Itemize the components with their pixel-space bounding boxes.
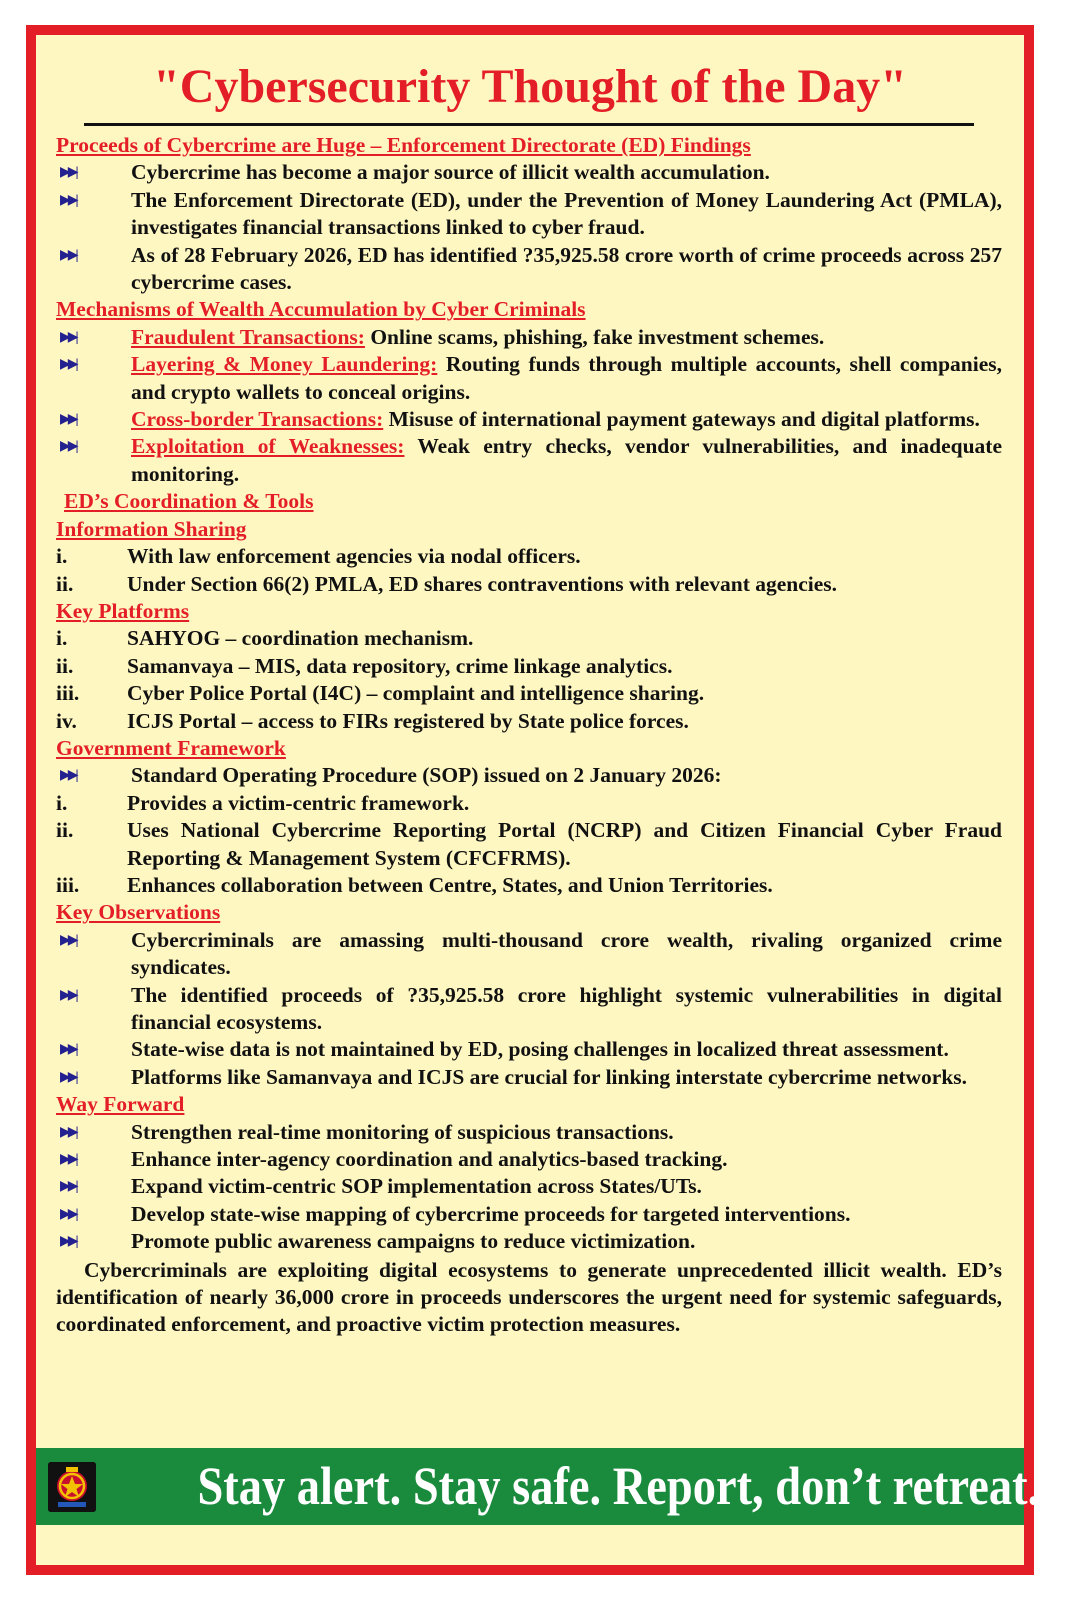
skip-forward-icon: ▶▶| (60, 329, 76, 345)
list-item: ▶▶| Strengthen real-time monitoring of suspicious transactions. (56, 1119, 1002, 1146)
list-item: ▶▶| Exploitation of Weaknesses: Weak entry checks, vendor vulnerabilities, and inadequate monitoring. (56, 433, 1002, 488)
skip-forward-icon: ▶▶| (60, 357, 76, 373)
item-label: Cross-border Transactions: (131, 407, 384, 432)
heading-key-observations: Key Observations (56, 900, 221, 925)
list-item: ▶▶| Fraudulent Transactions: Online scams, phishing, fake investment schemes. (56, 324, 1002, 351)
skip-forward-icon: ▶▶| (60, 165, 76, 181)
list-item: ▶▶| Cybercriminals are amassing multi-thousand crore wealth, rivaling organized crime syndicates. (56, 927, 1002, 982)
list-item: ▶▶| Expand victim-centric SOP implementation across States/UTs. (56, 1173, 1002, 1200)
skip-forward-icon: ▶▶| (60, 1234, 76, 1250)
list-item: ii. Uses National Cybercrime Reporting Portal (NCRP) and Citizen Financial Cyber Fraud Reporting & Management System (CFCFRMS). (56, 818, 1002, 870)
skip-forward-icon: ▶▶| (60, 247, 76, 263)
slogan-banner (36, 1448, 1040, 1525)
skip-forward-icon: ▶▶| (60, 1152, 76, 1168)
item-label: Exploitation of Weaknesses: (131, 434, 405, 459)
skip-forward-icon: ▶▶| (60, 412, 76, 428)
list-item: i. With law enforcement agencies via nodal officers. (56, 544, 581, 569)
list-item: iv. ICJS Portal – access to FIRs registered by State police forces. (56, 708, 689, 733)
list-item: ▶▶| Platforms like Samanvaya and ICJS are crucial for linking interstate cybercrime networks. (56, 1064, 1002, 1091)
heading-government-framework: Government Framework (56, 735, 286, 760)
police-emblem-icon (48, 1462, 96, 1512)
poster-frame (26, 25, 1040, 1575)
list-item: iii. Cyber Police Portal (I4C) – complaint and intelligence sharing. (56, 681, 705, 706)
skip-forward-icon: ▶▶| (60, 1069, 76, 1085)
list-item: ii. Samanvaya – MIS, data repository, crime linkage analytics. (56, 653, 673, 678)
slogan-text: Stay alert. Stay safe. Report, don’t retreat. (197, 1456, 1040, 1516)
list-item: ▶▶| Develop state-wise mapping of cybercrime proceeds for targeted interventions. (56, 1201, 1002, 1228)
skip-forward-icon: ▶▶| (60, 1042, 76, 1058)
content (56, 132, 1002, 1339)
skip-forward-icon: ▶▶| (60, 1124, 76, 1140)
list-item: ii. Under Section 66(2) PMLA, ED shares contraventions with relevant agencies. (56, 571, 838, 596)
title-divider (84, 123, 974, 126)
skip-forward-icon: ▶▶| (60, 768, 76, 784)
skip-forward-icon: ▶▶| (60, 1206, 76, 1222)
heading-mechanisms: Mechanisms of Wealth Accumulation by Cyber Criminals (56, 297, 586, 322)
skip-forward-icon: ▶▶| (60, 439, 76, 455)
list-item: ▶▶| Enhance inter-agency coordination and analytics-based tracking. (56, 1146, 1002, 1173)
list-item: ▶▶| As of 28 February 2026, ED has identified ?35,925.58 crore worth of crime proceeds across 257 cybercrime cases. (56, 242, 1002, 297)
skip-forward-icon: ▶▶| (60, 192, 76, 208)
heading-information-sharing: Information Sharing (56, 516, 247, 541)
list-item: ▶▶| State-wise data is not maintained by ED, posing challenges in localized threat assessment. (56, 1036, 1002, 1063)
heading-proceeds: Proceeds of Cybercrime are Huge – Enforcement Directorate (ED) Findings (56, 133, 751, 157)
item-label: Layering & Money Laundering: (131, 352, 438, 377)
heading-coordination: ED’s Coordination & Tools (64, 489, 314, 514)
page-title: "Cybersecurity Thought of the Day" (153, 60, 907, 113)
skip-forward-icon: ▶▶| (60, 987, 76, 1003)
list-item: ▶▶| Cross-border Transactions: Misuse of international payment gateways and digital platforms. (56, 406, 1002, 433)
list-item: ▶▶| The Enforcement Directorate (ED), under the Prevention of Money Laundering Act (PMLA), investigates financial transactions linked to cyber fraud. (56, 187, 1002, 242)
list-item: ▶▶| Standard Operating Procedure (SOP) issued on 2 January 2026: (56, 762, 1002, 789)
list-item: i. Provides a victim-centric framework. (56, 790, 470, 815)
list-item: ▶▶| Promote public awareness campaigns to reduce victimization. (56, 1228, 1002, 1255)
closing-paragraph: Cybercriminals are exploiting digital ecosystems to generate unprecedented illicit wealth. ED’s identification of nearly 36,000 crore in proceeds underscores the urgent need for systemic safeguards, coordinated enforcement, and proactive victim protection measures. (56, 1257, 1002, 1337)
list-item: ▶▶| The identified proceeds of ?35,925.58 crore highlight systemic vulnerabilities in digital financial ecosystems. (56, 982, 1002, 1037)
heading-way-forward: Way Forward (56, 1092, 185, 1117)
skip-forward-icon: ▶▶| (60, 1179, 76, 1195)
skip-forward-icon: ▶▶| (60, 932, 76, 948)
list-item: ▶▶| Layering & Money Laundering: Routing funds through multiple accounts, shell companies, and crypto wallets to conceal origins. (56, 351, 1002, 406)
list-item: iii. Enhances collaboration between Centre, States, and Union Territories. (56, 872, 773, 897)
list-item: i. SAHYOG – coordination mechanism. (56, 626, 474, 651)
item-label: Fraudulent Transactions: (131, 324, 365, 349)
heading-key-platforms: Key Platforms (56, 598, 190, 623)
list-item: ▶▶| Cybercrime has become a major source of illicit wealth accumulation. (56, 159, 1002, 186)
